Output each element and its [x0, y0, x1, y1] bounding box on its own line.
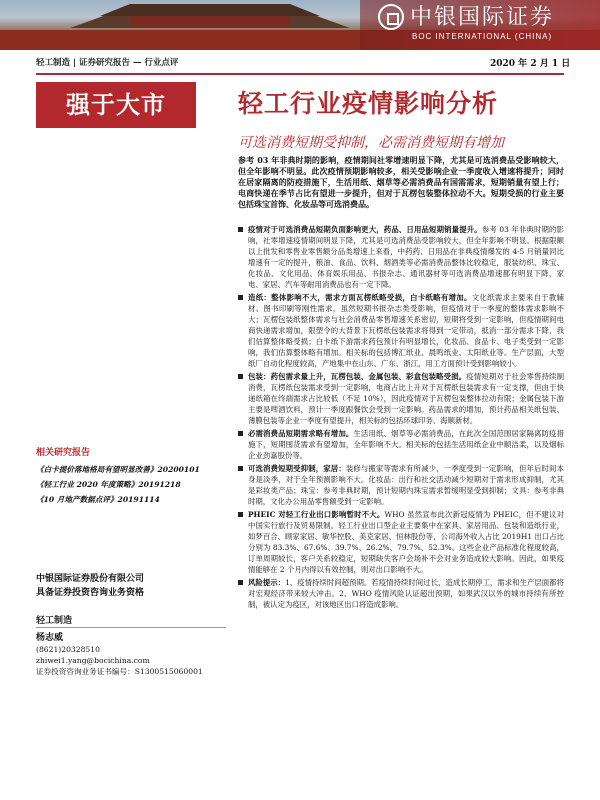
palace-roof-image: [60, 2, 360, 30]
related-report-link[interactable]: 《白卡提价落地格局有望明显改善》20200101: [36, 465, 200, 474]
author-name: 杨志威: [36, 633, 64, 643]
item-heading: 包装：药包需求量上升，瓦楞包装、金属包装、彩盒包装略受损。: [248, 372, 467, 381]
bullet-square-icon: [238, 227, 243, 232]
item-heading: 必需消费品短期需求略有增加。: [248, 429, 354, 438]
breadcrumb: 轻工制造 | 证券研究报告 — 行业点评: [36, 58, 179, 68]
rating-badge: [36, 82, 196, 128]
report-subtitle: 可选消费短期受抑制，必需消费短期有增加: [238, 135, 504, 151]
item-body: 1、疫情持续时间超预期。若疫情持续时间过长，造成长期停工，需求和生产层面都将对宏观经济带来较大冲击。2、WHO 疫情风险认证超出预期，如果武汉以外的城市持续有所控制，被认定为疫区，对该地区出口将造成影响。: [248, 578, 564, 609]
list-item: [238, 224, 564, 290]
bullet-square-icon: [238, 466, 243, 471]
author-phone: (8621)20328510: [36, 645, 100, 654]
rating-label: 强于大市: [66, 91, 166, 119]
boc-logo-icon: [378, 4, 404, 30]
bullet-list: [238, 224, 564, 612]
bullet-square-icon: [238, 580, 243, 585]
list-item: [238, 371, 564, 426]
item-body: 参考 03 年非典时期的影响，社零增速疫情期间明显下降，尤其是可选消费品受影响较大，但全年影响不明显。根据限额以上批发和零售业零售额分品类增速上来看，中药药、日用品在非典疫情爆发的 4-5 月销量同比增速有一定的提升，粮油、食品、饮料、烟酒类等必需消费品整体比较稳定，服装纺织、珠宝、化妆品、文化用品、体育娱乐用品、书报杂志、通讯器材等可选消费品增速都有明显下降，家电、家居、汽车等耐用消费品也有一定下降。: [248, 225, 564, 289]
related-reports-list: [36, 462, 200, 507]
logo-english: BOC INTERNATIONAL (CHINA): [412, 32, 553, 41]
bullet-square-icon: [238, 295, 243, 300]
item-body: 文化纸需求主要来自于教辅材、图书印刷等刚性需求，虽然短期书报杂志类受影响，但疫情对于一季度的整体需求影响不大；瓦楞包装纸整体需求与社会消费品零售增速关系密切，短期将受到一定影响，但疫情期间电商快递需求增加，限塑令的大背景下瓦楞纸包装需求将得到一定带动，抵消一部分需求下降，我们估算整体略受损；白卡纸下游需求药包预计有明显增长，化妆品、食品卡、电子类受到一定影响，我们估算整体略有增加。相关标的包括博汇纸业、晨鸣纸业、太阳纸业等。生产层面，大型纸厂自动化程度较高，产地集中在山东、广东、浙江，用工方面预计受到影响较小。: [248, 293, 564, 368]
item-body: WHO 虽然宣布此次新冠疫情为 PHEIC，但不建议对中国实行旅行及贸易限制。轻工行业出口型企业主要集中在家具、家居用品、包装和造纸行业，如梦百合、顾家家居、敏华控股、美克家居、恒林股份等，公司海外收入占比 2019H1 出口占比分别为 83.3%、67.6%、39.7%、26.2%、79.7%、52.3%。这些企业产品标准化程度较高，订单周期较长，客户关系较稳定，短期缺失客户会场补不会对业务造成较大影响。因此，如果疫情能够在 2 个月内得以有效控制，则对出口影响不大。: [248, 510, 564, 574]
header-banner: [0, 0, 600, 50]
team-heading: 轻工制造: [36, 616, 73, 626]
related-report-link[interactable]: 《轻工行业 2020 年度策略》20191218: [36, 480, 181, 489]
list-item: [238, 428, 564, 461]
item-heading: 疫情对于可选消费品短期负面影响更大，药品、日用品短期销量提升。: [248, 225, 482, 234]
item-heading: 造纸：整体影响不大，需求方面瓦楞纸略受损，白卡纸略有增加。: [248, 293, 472, 302]
item-heading: 可选消费短期受抑制，家居：: [248, 464, 346, 473]
item-body: 疫情短期对于社会零售持续制消费，瓦楞纸包装需求受到一定影响，电商占比上升对于瓦楞纸包装需求有一定支撑，但由于快递纸箱在终端需求占比较低（不足 10%），因此疫情对于瓦楞包装整体拉动有限；金属包装下游主要是啤酒饮料，预计一季度跟餐饮会受到一定影响。药品需求的增加，预计药品相关纸包装、薄膜包装等企业一季度有望提升，相关标的包括环球印务、海顺新材。: [248, 372, 564, 425]
item-body: 生活用纸、烟草等必需消费品，在此次全国范围居家隔离防疫措施下，短期囤货需求有望增加，全年影响不大。相关标的包括生活用纸企业中顺洁柔，以及烟标企业劲嘉股份等。: [248, 429, 564, 460]
item-heading: 风险提示：: [248, 578, 286, 587]
list-item: [238, 463, 564, 507]
bullet-square-icon: [238, 431, 243, 436]
logo-text: 中银国际证券: [410, 5, 555, 30]
item-heading: PHEIC 对轻工行业出口影响暂时不大。: [248, 510, 385, 519]
bullet-square-icon: [238, 512, 243, 517]
related-reports-heading: 相关研究报告: [36, 448, 91, 458]
item-body: 装修与搬家等需求有所减少，一季度受到一定影响，但年后时间本身是淡季，对于全年预测影响不大。化妆品：出行和社交活动减少短期对于需求形成抑制，尤其是彩妆类产品；珠宝：参考非典时期，预计短期内珠宝需求暂缓明显受到抑制；文具：参考非典时期，文化办公用品零售额受到一定影响。: [248, 464, 564, 506]
list-item: [238, 577, 564, 610]
related-report-link[interactable]: 《10 月地产数据点评》20191114: [36, 495, 160, 504]
company-info: [36, 572, 144, 600]
company-qualification: 具备证券投资咨询业务资格: [36, 588, 145, 598]
header-divider: [36, 73, 564, 75]
company-name: 中银国际证券股份有限公司: [36, 574, 145, 584]
list-item: [238, 509, 564, 575]
lead-paragraph: 参考 03 年非典时期的影响，疫情期间社零增速明显下降，尤其是可选消费品受影响较大，但全年影响不明显。此次疫情预期影响较多，相关受影响企业一季度收入增速将提升；同时在居家隔离的防疫措施下，生活用纸、烟草等必需消费品有国需需求，短期销量有望上行；电商快递在季节占比有望进一步提升，但对于瓦楞包装整体拉动不大。短期受损的行业主要包括珠宝首饰、化妆品等可选消费品。: [238, 155, 564, 209]
report-date: 2020 年 2 月 1 日: [490, 59, 571, 69]
list-item: [238, 292, 564, 369]
author-email[interactable]: zhiwei1.yang@bocichina.com: [36, 656, 150, 665]
bullet-square-icon: [238, 374, 243, 379]
author-block: [36, 633, 203, 677]
team-divider: [36, 627, 226, 628]
report-title: 轻工行业疫情影响分析: [238, 89, 499, 118]
author-certificate: 证券投资咨询业务证书编号：S1300515060001: [36, 667, 203, 676]
